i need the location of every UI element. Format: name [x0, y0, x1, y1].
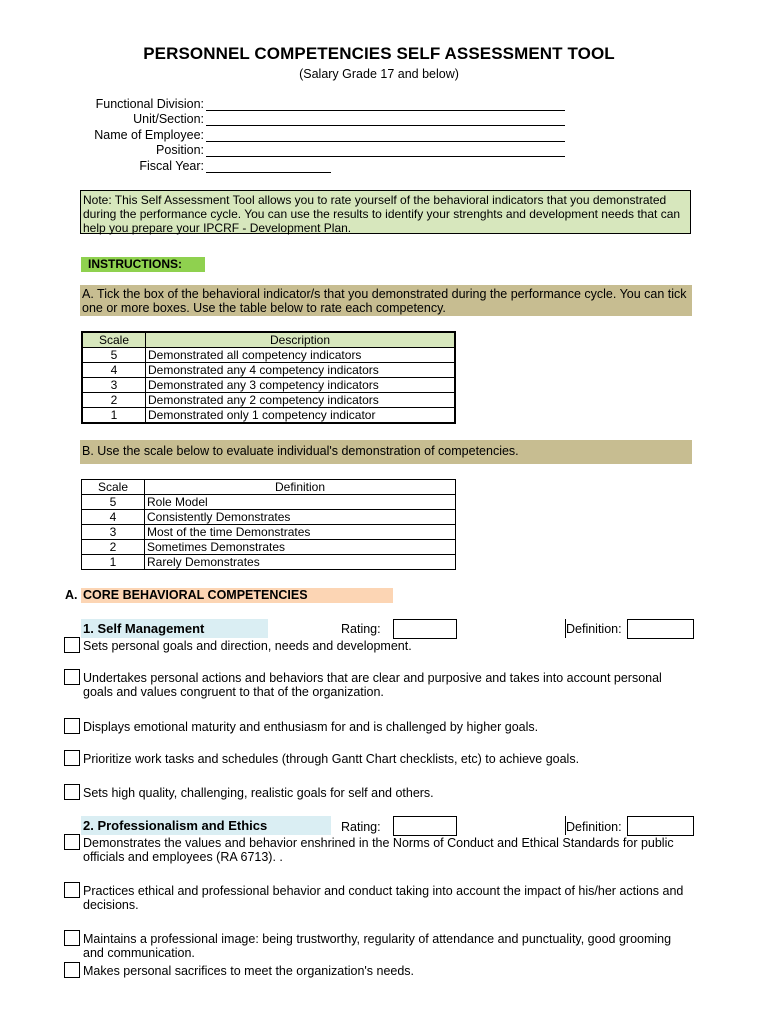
- indicator-checkbox[interactable]: [64, 930, 80, 946]
- rating-label: Rating:: [341, 622, 381, 636]
- scale-cell: 2: [82, 393, 146, 408]
- field-input-line[interactable]: [206, 156, 565, 157]
- section-prefix: A.: [65, 588, 78, 602]
- definition-cell: Consistently Demonstrates: [145, 510, 456, 525]
- table-row: [82, 363, 455, 378]
- scale-cell: 4: [82, 510, 145, 525]
- field-input-line[interactable]: [206, 141, 565, 142]
- field-input-line[interactable]: [206, 110, 565, 111]
- field-input-line[interactable]: [206, 172, 331, 173]
- rating-label: Rating:: [341, 820, 381, 834]
- field-label: Fiscal Year:: [139, 159, 204, 173]
- scale-cell: 4: [82, 363, 146, 378]
- definition-cell: Role Model: [145, 495, 456, 510]
- indicator-text: Displays emotional maturity and enthusiasm for and is challenged by higher goals.: [83, 720, 539, 734]
- field-label: Position:: [156, 143, 204, 157]
- indicator-checkbox[interactable]: [64, 750, 80, 766]
- field-input-line[interactable]: [206, 125, 565, 126]
- indicator-text: Sets personal goals and direction, needs and development.: [83, 639, 412, 653]
- field-fiscal-year[interactable]: [60, 159, 580, 174]
- rating-input[interactable]: [393, 816, 457, 836]
- scale-cell: 1: [82, 408, 146, 424]
- field-label: Unit/Section:: [133, 112, 204, 126]
- table-header: Description: [146, 332, 456, 348]
- scale-table-a: [81, 331, 456, 424]
- field-label: Functional Division:: [95, 97, 204, 111]
- field-employee-name[interactable]: [60, 128, 580, 143]
- table-row: [82, 348, 455, 363]
- page-subtitle: (Salary Grade 17 and below): [299, 67, 459, 81]
- field-position[interactable]: [60, 143, 580, 158]
- indicator-text: Maintains a professional image: being trustworthy, regularity of attendance and punctuality, good grooming and communication.: [83, 932, 672, 960]
- section-heading-core: CORE BEHAVIORAL COMPETENCIES: [81, 588, 393, 603]
- definition-input[interactable]: [627, 816, 694, 836]
- scale-cell: 5: [82, 495, 145, 510]
- indicator-text: Undertakes personal actions and behaviors that are clear and purposive and takes into account personal goals and values congruent to that of the organization.: [83, 671, 662, 699]
- definition-cell: Sometimes Demonstrates: [145, 540, 456, 555]
- indicator-checkbox[interactable]: [64, 784, 80, 800]
- scale-table-b: [81, 479, 456, 570]
- table-row: [82, 540, 456, 555]
- description-cell: Demonstrated all competency indicators: [146, 348, 456, 363]
- page-title: PERSONNEL COMPETENCIES SELF ASSESSMENT TOOL: [143, 44, 615, 63]
- scale-cell: 3: [82, 378, 146, 393]
- indicator-text: Prioritize work tasks and schedules (through Gantt Chart checklists, etc) to achieve goals.: [83, 752, 580, 766]
- indicator-checkbox[interactable]: [64, 834, 80, 850]
- competency-title: 1. Self Management: [81, 619, 268, 638]
- definition-label: Definition:: [566, 622, 622, 636]
- indicator-checkbox[interactable]: [64, 718, 80, 734]
- indicator-text: Makes personal sacrifices to meet the organization's needs.: [83, 964, 415, 978]
- indicator-text: Practices ethical and professional behavior and conduct taking into account the impact of his/her actions and decisions.: [83, 884, 684, 912]
- scale-cell: 5: [82, 348, 146, 363]
- table-header: Definition: [145, 480, 456, 495]
- table-header: Scale: [82, 480, 145, 495]
- indicator-text: Sets high quality, challenging, realistic goals for self and others.: [83, 786, 434, 800]
- table-row: [82, 378, 455, 393]
- indicator-text: Demonstrates the values and behavior enshrined in the Norms of Conduct and Ethical Standards for public officials and employees (RA 6713). .: [83, 836, 674, 864]
- description-cell: Demonstrated any 3 competency indicators: [146, 378, 456, 393]
- table-row: [82, 393, 455, 408]
- indicator-checkbox[interactable]: [64, 637, 80, 653]
- instructions-label: INSTRUCTIONS:: [81, 257, 205, 272]
- definition-cell: Most of the time Demonstrates: [145, 525, 456, 540]
- definition-input[interactable]: [627, 619, 694, 639]
- scale-cell: 1: [82, 555, 145, 570]
- description-cell: Demonstrated any 4 competency indicators: [146, 363, 456, 378]
- scale-cell: 3: [82, 525, 145, 540]
- indicator-checkbox[interactable]: [64, 882, 80, 898]
- table-row: [82, 525, 456, 540]
- definition-cell: Rarely Demonstrates: [145, 555, 456, 570]
- field-functional-division[interactable]: [60, 97, 580, 112]
- note-box: Note: This Self Assessment Tool allows you to rate yourself of the behavioral indicators that you demonstrated during the performance cycle. You can use the results to identify your strenghts and development needs that can help you prepare your IPCRF - Development Plan.: [80, 190, 691, 234]
- field-unit-section[interactable]: [60, 112, 580, 127]
- table-header: Scale: [82, 332, 146, 348]
- indicator-checkbox[interactable]: [64, 962, 80, 978]
- competency-title: 2. Professionalism and Ethics: [81, 816, 331, 835]
- description-cell: Demonstrated any 2 competency indicators: [146, 393, 456, 408]
- indicator-checkbox[interactable]: [64, 669, 80, 685]
- table-row: [82, 495, 456, 510]
- definition-label: Definition:: [566, 820, 622, 834]
- scale-cell: 2: [82, 540, 145, 555]
- instruction-b: B. Use the scale below to evaluate individual's demonstration of competencies.: [80, 440, 692, 464]
- instruction-a: A. Tick the box of the behavioral indicator/s that you demonstrated during the performance cycle. You can tick one or more boxes. Use the table below to rate each competency.: [80, 285, 692, 316]
- table-row: [82, 510, 456, 525]
- field-label: Name of Employee:: [94, 128, 204, 142]
- description-cell: Demonstrated only 1 competency indicator: [146, 408, 456, 424]
- table-row: [82, 555, 456, 570]
- rating-input[interactable]: [393, 619, 457, 639]
- table-row: [82, 408, 455, 424]
